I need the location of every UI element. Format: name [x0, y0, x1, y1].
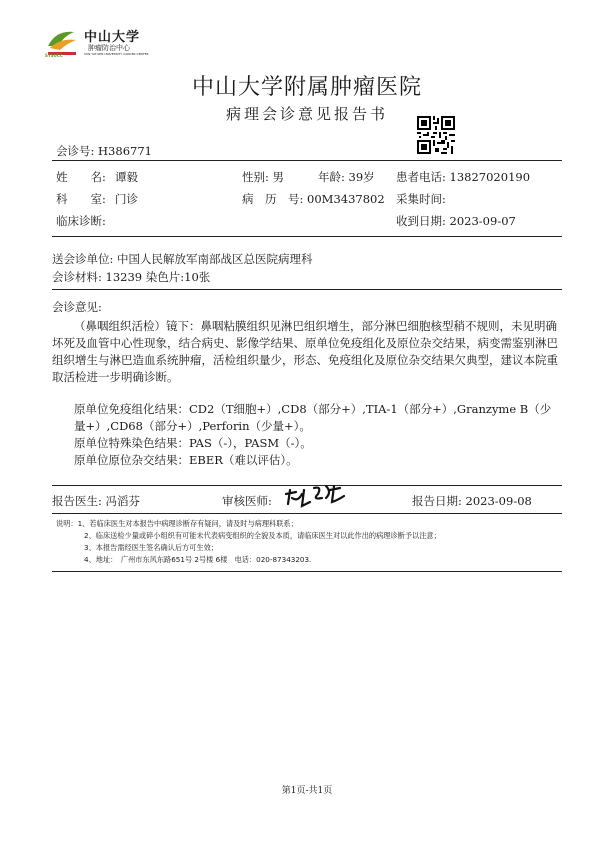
- page-footer: 第1页-共1页: [281, 786, 333, 796]
- report-date: 报告日期: 2023-09-08: [412, 494, 532, 508]
- hospital-title: 中山大学附属肿瘤医院: [191, 75, 422, 100]
- dept-label: 科 室:: [56, 192, 106, 206]
- ihc-results: 原单位免疫组化结果：CD2（T细胞+）,CD8（部分+）,TIA-1（部分+）,Granzyme B（少量+）,CD68（部分+）,Perforin（少量+）。: [74, 402, 552, 433]
- patient-name-label: 姓 名:: [56, 170, 106, 184]
- record-number: 病 历 号: 00M3437802: [242, 192, 385, 206]
- logo-en-text: SUN YAT-SEN UNIVERSITY CANCER CENTER: [84, 52, 149, 56]
- divider: [52, 236, 562, 237]
- collect-time: 采集时间:: [396, 192, 446, 206]
- qr-code-icon: [417, 116, 455, 154]
- report-subtitle: 病理会诊意见报告书: [225, 105, 388, 123]
- note-line: 2、临床送检少量或碎小组织有可能未代表病变组织的全貌及本质，请临床医生对以此作出的病理诊断予以注意；: [84, 531, 441, 540]
- logo-mark-text: SYSUCC: [45, 53, 63, 58]
- logo-sub-text: 肿瘤防治中心: [88, 44, 130, 52]
- logo-main-text: 中山大学: [84, 30, 141, 45]
- divider: [52, 571, 562, 572]
- divider: [52, 289, 562, 290]
- note-line: 3、本报告需经医生签名确认后方可生效；: [84, 543, 218, 552]
- patient-phone: 患者电话: 13827020190: [396, 170, 531, 184]
- note-line: 说明：1、若临床医生对本报告中病理诊断存有疑问，请及时与病理科联系；: [56, 519, 298, 528]
- patient-name: 谭毅: [115, 170, 138, 184]
- report-notes: [56, 518, 566, 566]
- dept-value: 门诊: [115, 192, 138, 206]
- sender-unit: 送会诊单位: 中国人民解放军南部战区总医院病理科: [52, 252, 313, 266]
- consult-materials: 会诊材料: 13239 染色片:10张: [52, 270, 211, 284]
- reviewer-signature-text: 冯培: [282, 480, 284, 481]
- divider: [52, 513, 562, 514]
- ish-results: 原单位原位杂交结果：EBER（难以评估）。: [74, 453, 298, 467]
- clinical-diagnosis: 临床诊断:: [56, 214, 106, 228]
- opinion-paragraph: （鼻咽组织活检）镜下：鼻咽粘膜组织见淋巴组织增生，部分淋巴细胞核型稍不规则，未见明确坏死及血管中心性现象，结合病史、影像学结果、原单位免疫组化及原位杂交结果，病变需鉴别淋巴组织增生与淋巴造血系统肿瘤，活检组织量少，形态、免疫组化及原位杂交结果欠典型，建议本院重取活检进一步明确诊断。: [52, 319, 558, 384]
- consult-number: 会诊号: H386771: [56, 144, 152, 158]
- special-stain-results: 原单位特殊染色结果：PAS（-），PASM（-）。: [74, 436, 312, 450]
- opinion-heading: 会诊意见:: [52, 300, 102, 314]
- reporting-doctor: 报告医生: 冯滔芬: [52, 494, 141, 508]
- patient-gender: 性别: 男: [242, 170, 285, 184]
- divider: [52, 160, 562, 161]
- reviewer-signature: [282, 480, 352, 510]
- opinion-body: [52, 318, 562, 469]
- hospital-logo: [44, 24, 164, 60]
- patient-age: 年龄: 39岁: [318, 170, 375, 184]
- receive-date: 收到日期: 2023-09-07: [396, 214, 516, 228]
- note-line: 4、地址： 广州市东风东路651号 2号楼 6楼 电话：020-87343203.: [84, 555, 312, 564]
- reviewer-label: 审核医师:: [222, 494, 272, 508]
